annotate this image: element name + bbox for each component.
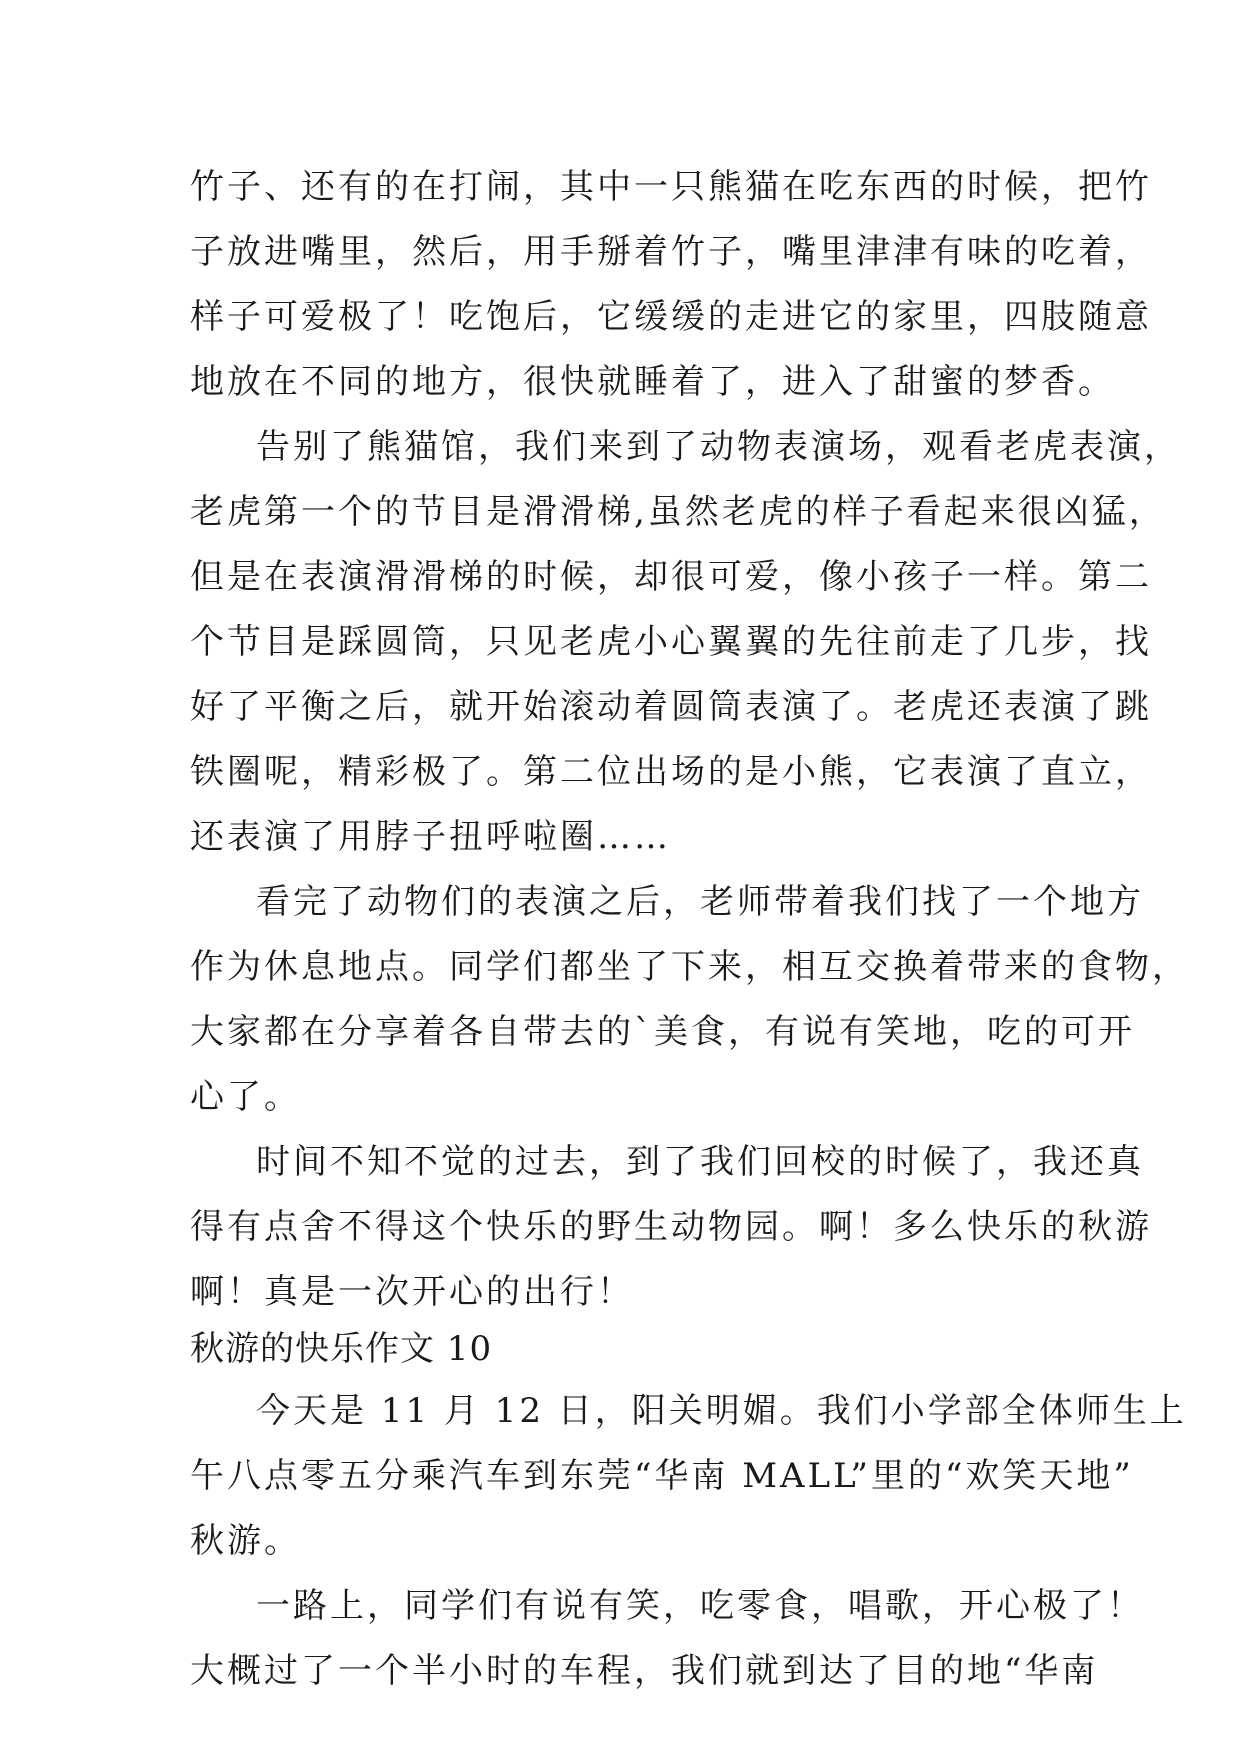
text-line: 个节目是踩圆筒，只见老虎小心翼翼的先往前走了几步，找: [190, 622, 1152, 662]
text-line: 还表演了用脖子扭呼啦圈……: [190, 817, 671, 857]
text-line: 老虎第一个的节目是滑滑梯,虽然老虎的样子看起来很凶猛，: [190, 492, 1166, 532]
text-line: 心了。: [190, 1077, 301, 1117]
text-line: 子放进嘴里，然后，用手掰着竹子，嘴里津津有味的吃着，: [190, 232, 1152, 272]
text-line: 今天是 11 月 12 日，阳关明媚。我们小学部全体师生上: [256, 1391, 1187, 1431]
text-line: 啊！真是一次开心的出行！: [190, 1272, 634, 1312]
text-line: 竹子、还有的在打闹，其中一只熊猫在吃东西的时候，把竹: [190, 167, 1152, 207]
text-line: 一路上，同学们有说有笑，吃零食，唱歌，开心极了！: [256, 1586, 1144, 1626]
text-line: 秋游。: [190, 1521, 301, 1561]
text-line: 告别了熊猫馆，我们来到了动物表演场，观看老虎表演，: [256, 427, 1181, 467]
paragraph: [190, 415, 1181, 870]
text-line: 时间不知不觉的过去，到了我们回校的时候了，我还真: [256, 1142, 1144, 1182]
text-line: 得有点舍不得这个快乐的野生动物园。啊！多么快乐的秋游: [190, 1207, 1152, 1247]
text-line: 大家都在分享着各自带去的`美食，有说有笑地，吃的可开: [190, 1012, 1135, 1052]
document-body: [190, 155, 1189, 1704]
text-line: 但是在表演滑滑梯的时候，却很可爱，像小孩子一样。第二: [190, 557, 1152, 597]
paragraph: [190, 1574, 1144, 1704]
text-line: 大概过了一个半小时的车程，我们就到达了目的地“华南: [190, 1651, 1099, 1691]
paragraph: [190, 1379, 1187, 1574]
text-line: 好了平衡之后，就开始滚动着圆筒表演了。老虎还表演了跳: [190, 687, 1152, 727]
text-line: 样子可爱极了！吃饱后，它缓缓的走进它的家里，四肢随意: [190, 297, 1152, 337]
text-line: 午八点零五分乘汽车到东莞“华南 MALL”里的“欢笑天地”: [190, 1456, 1134, 1496]
text-line: 铁圈呢，精彩极了。第二位出场的是小熊，它表演了直立，: [190, 752, 1152, 792]
section-heading: 秋游的快乐作文 10: [190, 1329, 493, 1369]
paragraph: [190, 155, 1152, 415]
paragraph: [190, 1130, 1152, 1325]
text-line: 作为休息地点。同学们都坐了下来，相互交换着带来的食物，: [190, 947, 1189, 987]
text-line: 地放在不同的地方，很快就睡着了，进入了甜蜜的梦香。: [190, 362, 1115, 402]
paragraph: [190, 870, 1189, 1130]
text-line: 看完了动物们的表演之后，老师带着我们找了一个地方: [256, 882, 1144, 922]
